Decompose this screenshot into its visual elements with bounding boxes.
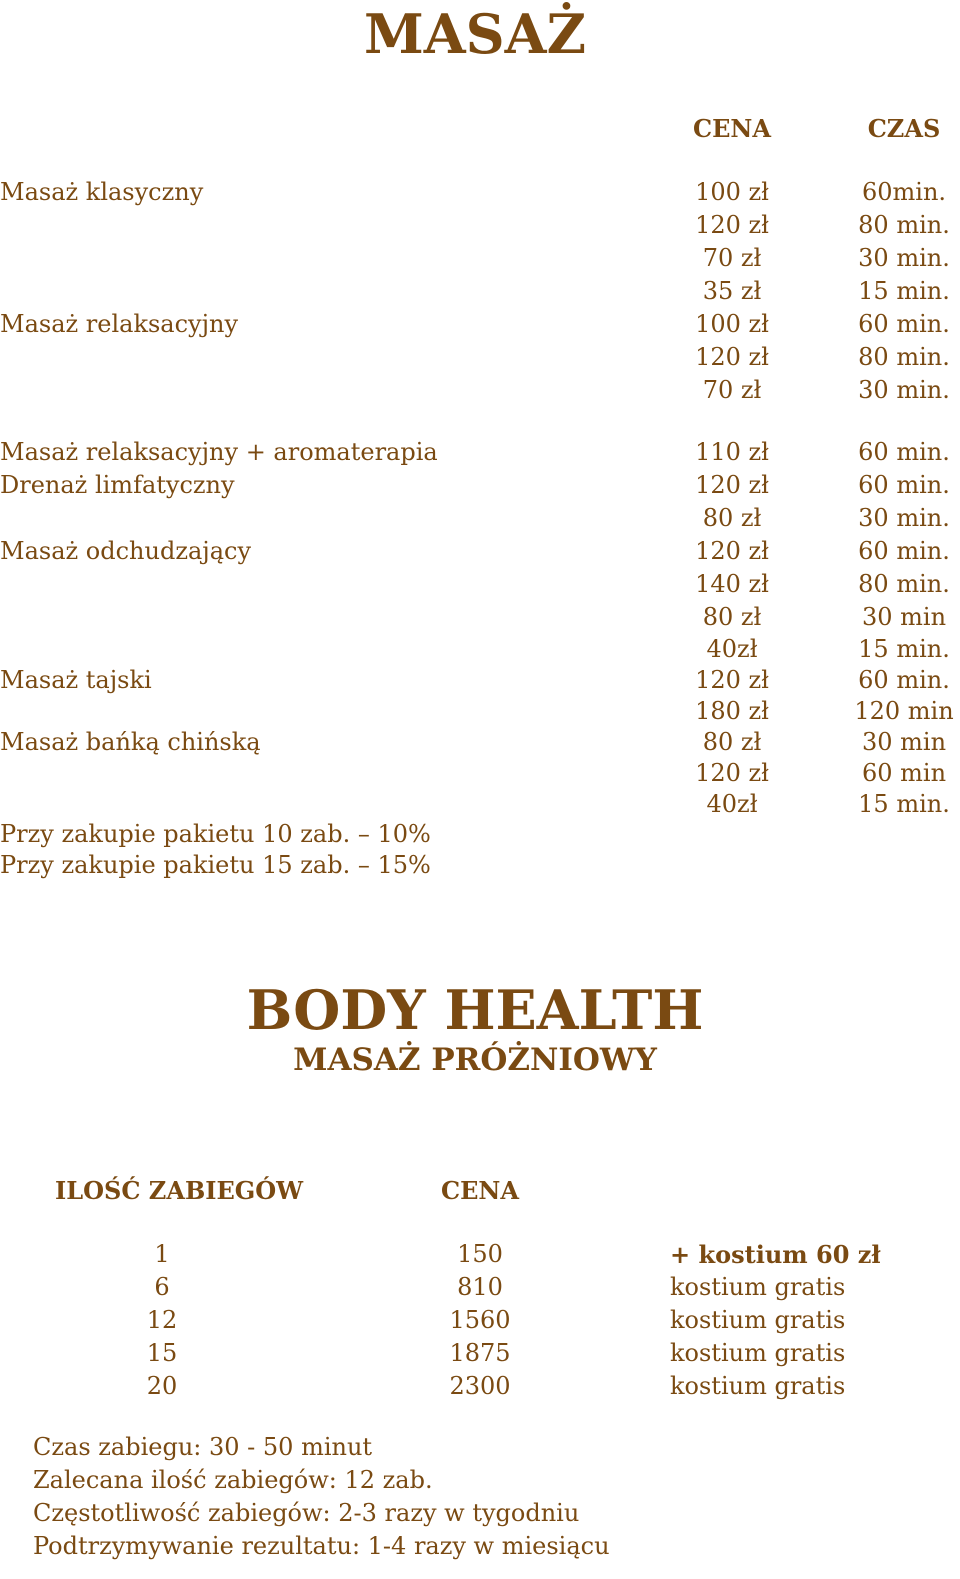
service-time: 60 min. bbox=[858, 310, 950, 338]
body-health-subtitle: MASAŻ PRÓŻNIOWY bbox=[293, 1042, 657, 1078]
body-health-title: BODY HEALTH bbox=[246, 978, 704, 1042]
service-time: 120 min bbox=[854, 697, 954, 725]
service-name: Masaż bańką chińską bbox=[0, 728, 261, 756]
price-column-header: CENA bbox=[693, 114, 771, 143]
service-price: 70 zł bbox=[702, 244, 762, 272]
costume-note: + kostium 60 zł bbox=[670, 1240, 881, 1269]
service-price: 110 zł bbox=[695, 438, 769, 466]
service-time: 15 min. bbox=[858, 790, 950, 818]
service-time: 60min. bbox=[861, 178, 947, 206]
service-name: Masaż relaksacyjny + aromaterapia bbox=[0, 438, 438, 466]
costume-note: kostium gratis bbox=[670, 1339, 846, 1367]
service-time: 80 min. bbox=[858, 343, 950, 371]
time-column-header: CZAS bbox=[867, 114, 941, 143]
service-price: 120 zł bbox=[695, 537, 769, 565]
service-name: Drenaż limfatyczny bbox=[0, 471, 235, 499]
service-time: 60 min bbox=[861, 759, 947, 787]
service-price: 180 zł bbox=[695, 697, 769, 725]
treatment-count: 12 bbox=[146, 1306, 178, 1334]
package-price: 1560 bbox=[449, 1306, 511, 1334]
frequency: Częstotliwość zabiegów: 2-3 razy w tygodniu bbox=[33, 1499, 580, 1527]
service-price: 120 zł bbox=[695, 666, 769, 694]
service-time: 60 min. bbox=[858, 666, 950, 694]
package-price: 150 bbox=[457, 1240, 503, 1268]
costume-note: kostium gratis bbox=[670, 1372, 846, 1400]
service-price: 120 zł bbox=[695, 471, 769, 499]
service-price: 40zł bbox=[706, 635, 758, 663]
service-price: 80 zł bbox=[702, 603, 762, 631]
service-price: 100 zł bbox=[695, 178, 769, 206]
service-name: Masaż odchudzający bbox=[0, 537, 252, 565]
recommended-count: Zalecana ilość zabiegów: 12 zab. bbox=[33, 1466, 433, 1494]
service-price: 40zł bbox=[706, 790, 758, 818]
page-title: MASAŻ bbox=[364, 2, 586, 66]
discount-15: Przy zakupie pakietu 15 zab. – 15% bbox=[0, 851, 431, 879]
service-time: 30 min bbox=[861, 728, 947, 756]
service-name: Masaż klasyczny bbox=[0, 178, 204, 206]
service-time: 80 min. bbox=[858, 211, 950, 239]
service-time: 30 min bbox=[861, 603, 947, 631]
service-price: 80 zł bbox=[702, 728, 762, 756]
service-name: Masaż tajski bbox=[0, 666, 152, 694]
service-price: 120 zł bbox=[695, 343, 769, 371]
package-price: 2300 bbox=[449, 1372, 511, 1400]
service-time: 80 min. bbox=[858, 570, 950, 598]
costume-note: kostium gratis bbox=[670, 1273, 846, 1301]
service-price: 100 zł bbox=[695, 310, 769, 338]
discount-10: Przy zakupie pakietu 10 zab. – 10% bbox=[0, 820, 431, 848]
treatment-count: 6 bbox=[154, 1273, 170, 1301]
treatment-count: 20 bbox=[146, 1372, 178, 1400]
service-time: 60 min. bbox=[858, 537, 950, 565]
service-price: 80 zł bbox=[702, 504, 762, 532]
service-name: Masaż relaksacyjny bbox=[0, 310, 239, 338]
service-time: 15 min. bbox=[858, 635, 950, 663]
service-time: 15 min. bbox=[858, 277, 950, 305]
qty-column-header: ILOŚĆ ZABIEGÓW bbox=[55, 1176, 304, 1205]
service-price: 35 zł bbox=[702, 277, 762, 305]
service-price: 140 zł bbox=[695, 570, 769, 598]
service-time: 30 min. bbox=[858, 244, 950, 272]
package-price: 810 bbox=[457, 1273, 503, 1301]
vacuum-price-column-header: CENA bbox=[441, 1176, 519, 1205]
service-price: 120 zł bbox=[695, 211, 769, 239]
service-time: 30 min. bbox=[858, 504, 950, 532]
treatment-count: 15 bbox=[146, 1339, 178, 1367]
service-price: 70 zł bbox=[702, 376, 762, 404]
maintenance: Podtrzymywanie rezultatu: 1-4 razy w miesiącu bbox=[33, 1532, 610, 1560]
treatment-count: 1 bbox=[154, 1240, 170, 1268]
service-time: 60 min. bbox=[858, 471, 950, 499]
service-time: 30 min. bbox=[858, 376, 950, 404]
package-price: 1875 bbox=[449, 1339, 511, 1367]
costume-note: kostium gratis bbox=[670, 1306, 846, 1334]
service-time: 60 min. bbox=[858, 438, 950, 466]
service-price: 120 zł bbox=[695, 759, 769, 787]
treatment-duration: Czas zabiegu: 30 - 50 minut bbox=[33, 1433, 373, 1461]
